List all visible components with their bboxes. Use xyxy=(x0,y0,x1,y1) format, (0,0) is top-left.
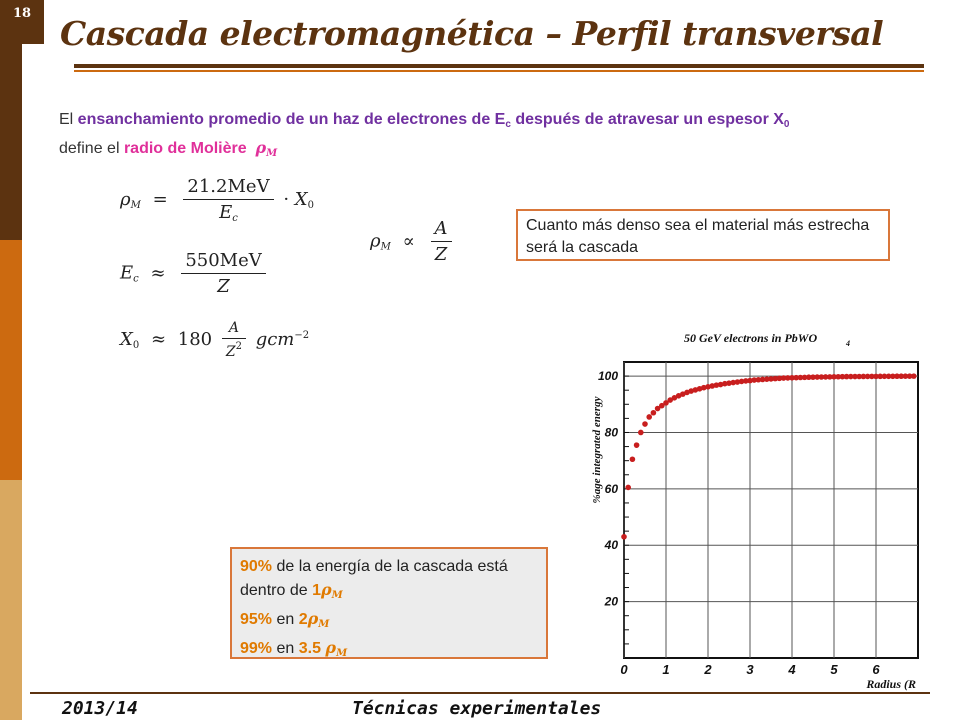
data-point xyxy=(634,442,640,448)
y-tick-label: 40 xyxy=(604,538,618,553)
energy-containment-plot xyxy=(574,322,950,692)
data-point xyxy=(651,410,657,416)
intro-highlight-text: ensanchamiento promedio de un haz de electrones de E xyxy=(77,111,506,128)
slide-number: 18 xyxy=(0,0,44,44)
title-rule-accent xyxy=(74,70,924,72)
y-tick-label: 60 xyxy=(604,481,618,496)
x-tick-label: 2 xyxy=(704,662,712,677)
y-tick-label: 20 xyxy=(604,594,618,609)
containment-line-99: 99% en 3.5 $\rho_M$ xyxy=(240,638,348,659)
moliere-radius-label: radio de Molière xyxy=(123,140,247,157)
data-point xyxy=(646,414,652,420)
fraction: $\frac{A}{Z}$ xyxy=(431,218,452,265)
y-axis-label: %age integrated energy xyxy=(591,396,603,504)
sidebar-bottom-band xyxy=(0,480,22,720)
intro-highlight xyxy=(78,111,790,128)
intro-paragraph xyxy=(59,108,819,165)
intro-text: define el xyxy=(59,140,124,157)
formula-proportionality: $\rho_M$ ∝ $\frac{A}{Z}$ xyxy=(370,218,456,265)
x-axis-label: Radius (R xyxy=(866,677,916,691)
intro-highlight-text: después de atravesar un espesor X xyxy=(510,111,784,128)
density-note-box xyxy=(516,209,890,261)
slide-title: Cascada electromagnética – Perfil transversal xyxy=(60,14,884,53)
plot-frame xyxy=(624,362,918,658)
data-point xyxy=(630,456,636,462)
x-tick-label: 3 xyxy=(746,662,754,677)
intro-subscript: 0 xyxy=(783,119,790,130)
y-tick-label: 100 xyxy=(597,369,618,384)
fraction: $\frac{\text{550MeV}}{Z}$ xyxy=(181,250,265,297)
data-point xyxy=(638,430,644,436)
x-tick-label: 0 xyxy=(620,662,628,677)
x-tick-label: 6 xyxy=(872,662,880,677)
fraction: $\frac{A}{Z^2}$ xyxy=(222,320,246,360)
intro-text: El xyxy=(59,111,78,128)
data-point xyxy=(625,485,631,491)
plot-title-subscript: 4 xyxy=(846,339,850,348)
x-tick-label: 4 xyxy=(788,662,796,677)
data-point xyxy=(621,534,627,540)
energy-containment-box xyxy=(230,547,548,659)
containment-line-90: 90% de la energía de la cascada está dentro de $1\rho_M$ xyxy=(240,558,508,601)
rho-symbol: $\rho_M$ xyxy=(255,138,278,159)
footer-course: Técnicas experimentales xyxy=(352,698,602,719)
y-tick-label: 80 xyxy=(604,425,618,440)
data-point xyxy=(642,421,648,427)
data-point xyxy=(911,373,917,379)
formula-moliere-radius: $\rho_M$ = $\frac{\text{21.2MeV}}{E_c}$ · $X_0$ xyxy=(120,176,314,224)
x-tick-label: 5 xyxy=(830,662,838,677)
density-note-text: Cuanto más denso sea el material más estrecha será la cascada xyxy=(526,217,870,256)
footer-year: 2013/14 xyxy=(62,698,138,719)
footer-rule xyxy=(30,692,930,694)
fraction: $\frac{\text{21.2MeV}}{E_c}$ xyxy=(183,176,273,224)
title-rule xyxy=(74,64,924,68)
containment-line-95: 95% en $2\rho_M$ xyxy=(240,609,330,630)
plot-title: 50 GeV electrons in PbWO xyxy=(684,331,818,345)
intro-subscript: c xyxy=(505,119,511,130)
x-tick-label: 1 xyxy=(662,662,670,677)
formula-radiation-length: $X_0 \approx 180$ $\frac{A}{Z^2}$ gcm$^{-2}$ xyxy=(120,320,310,360)
formula-critical-energy: $E_c$ ≈ $\frac{\text{550MeV}}{Z}$ xyxy=(120,250,270,297)
sidebar-middle-band xyxy=(0,240,22,480)
